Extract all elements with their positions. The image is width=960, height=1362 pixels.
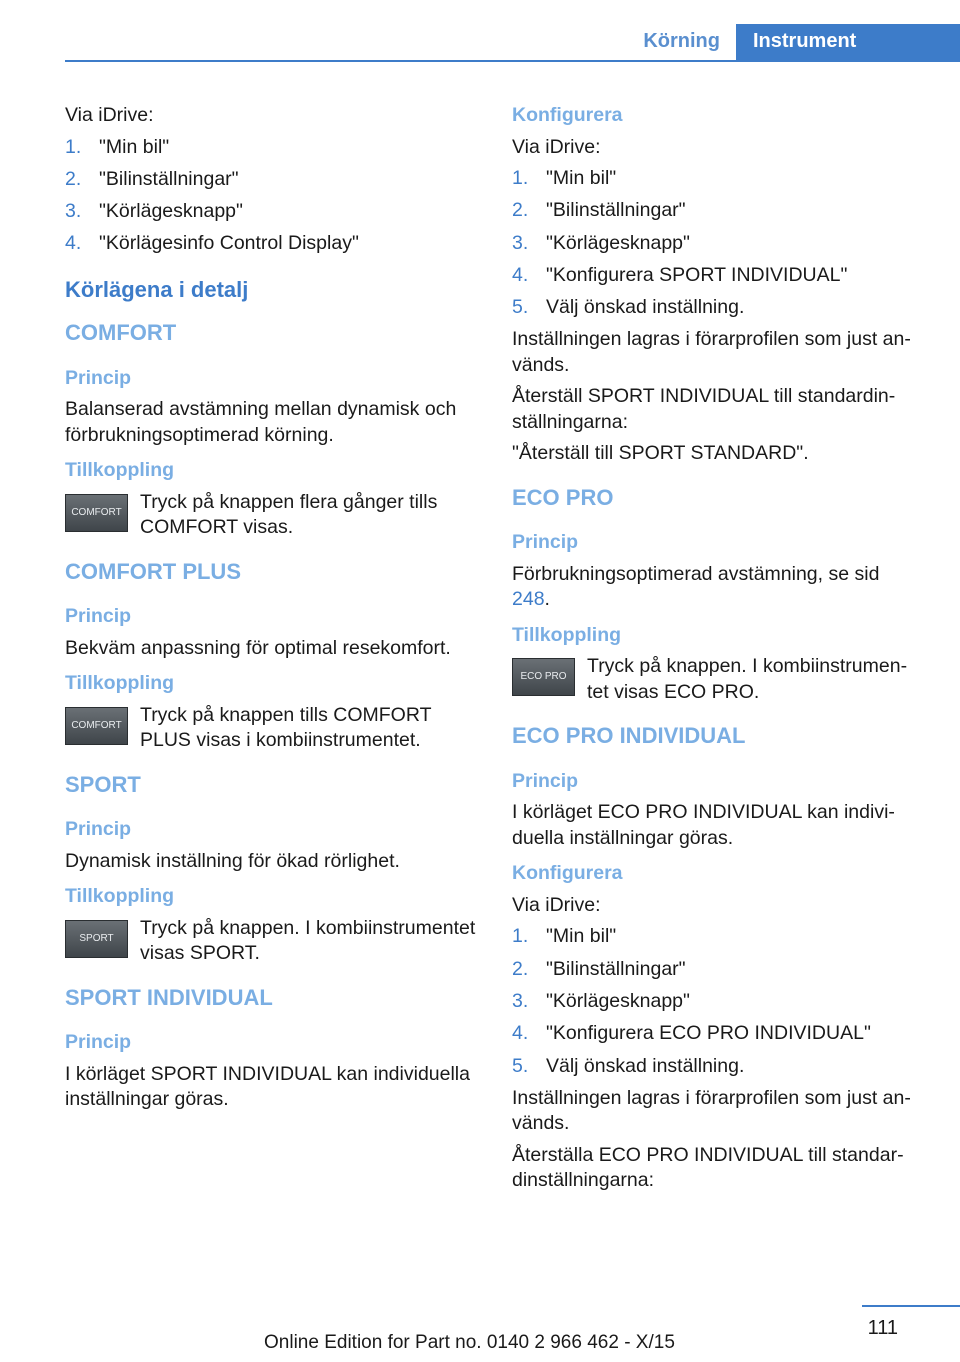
principle-text: Dynamisk inställning för ökad rörlighet. xyxy=(65,849,400,872)
sport-heading: SPORT xyxy=(65,771,141,797)
paragraph: Återställ SPORT INDIVIDUAL till standardinställningarna: xyxy=(512,385,896,433)
list-item xyxy=(512,957,922,983)
activation-text: Tryck på knappen. I kombiinstrumentet visas ECO PRO. xyxy=(587,655,908,703)
list-item xyxy=(65,231,477,257)
header-divider xyxy=(65,60,960,62)
paragraph: Inställningen lagras i förarprofilen som just används. xyxy=(512,328,911,376)
comfort-heading: COMFORT xyxy=(65,320,177,346)
activation-heading: Tillkoppling xyxy=(65,459,175,482)
chapter-title[interactable]: Körning xyxy=(643,30,720,52)
step-text: "Bilinställningar" xyxy=(546,957,686,980)
step-number: 2. xyxy=(512,199,529,222)
via-idrive-text: Via iDrive: xyxy=(512,893,601,916)
eco-pro-button-icon: ECO PRO xyxy=(512,658,575,696)
activation-row xyxy=(65,490,477,541)
step-text: "Körlägesknapp" xyxy=(546,231,690,254)
paragraph: "Återställ till SPORT STANDARD". xyxy=(512,442,809,465)
configure-steps-list xyxy=(512,166,922,321)
page-number: 111 xyxy=(867,1317,898,1339)
step-text: "Bilinställningar" xyxy=(99,167,239,190)
principle-text-end: . xyxy=(544,588,550,611)
step-text: "Min bil" xyxy=(546,925,617,948)
activation-row xyxy=(65,916,477,967)
step-number: 1. xyxy=(512,925,529,948)
list-item xyxy=(65,199,477,225)
principle-text: Bekväm anpassning för optimal resekomfort. xyxy=(65,636,451,659)
activation-heading: Tillkoppling xyxy=(512,623,622,646)
list-item xyxy=(512,263,922,289)
step-number: 5. xyxy=(512,296,529,319)
step-number: 3. xyxy=(65,200,82,223)
principle-heading: Princip xyxy=(65,366,132,389)
eco-pro-individual-heading: ECO PRO INDIVIDUAL xyxy=(512,723,746,749)
list-item xyxy=(512,231,922,257)
footer-divider xyxy=(862,1305,960,1307)
list-item xyxy=(512,924,922,950)
step-text: "Bilinställningar" xyxy=(546,199,686,222)
step-text: "Körlägesknapp" xyxy=(546,990,690,1013)
edition-text: Online Edition for Part no. 0140 2 966 462 - X/15 xyxy=(264,1332,675,1353)
comfort-plus-heading: COMFORT PLUS xyxy=(65,558,241,584)
page-header xyxy=(0,0,960,62)
principle-text-start: Förbrukningsoptimerad avstämning, se sid xyxy=(512,562,880,585)
principle-heading: Princip xyxy=(512,531,579,554)
comfort-button-icon: COMFORT xyxy=(65,494,128,532)
step-number: 2. xyxy=(512,957,529,980)
principle-text xyxy=(512,562,922,613)
list-item xyxy=(512,198,922,224)
step-number: 5. xyxy=(512,1054,529,1077)
via-idrive-text: Via iDrive: xyxy=(65,104,154,126)
step-text: Välj önskad inställning. xyxy=(546,296,745,319)
step-text: "Konfigurera SPORT INDIVIDUAL" xyxy=(546,263,848,286)
list-item xyxy=(512,989,922,1015)
page-link[interactable]: 248 xyxy=(512,588,545,611)
step-number: 2. xyxy=(65,167,82,190)
principle-text: I körläget ECO PRO INDIVIDUAL kan individuella inställningar göras. xyxy=(512,801,895,849)
comfort-button-icon: COMFORT xyxy=(65,707,128,745)
step-number: 1. xyxy=(512,167,529,189)
activation-text: Tryck på knappen flera gånger tills COMFORT visas. xyxy=(140,490,438,539)
left-column xyxy=(65,103,477,1119)
list-item xyxy=(512,1054,922,1080)
sport-button-icon: SPORT xyxy=(65,920,128,958)
step-number: 4. xyxy=(512,263,529,286)
activation-row xyxy=(65,703,477,754)
step-number: 3. xyxy=(512,231,529,254)
via-idrive-text: Via iDrive: xyxy=(512,135,601,158)
activation-heading: Tillkoppling xyxy=(65,885,175,908)
idrive-steps-list xyxy=(65,135,477,257)
step-number: 1. xyxy=(65,135,82,158)
list-item xyxy=(512,166,922,192)
configure-heading: Konfigurera xyxy=(512,862,623,885)
principle-text: Balanserad avstämning mellan dynamisk och förbrukningsoptimerad körning. xyxy=(65,398,457,446)
eco-pro-heading: ECO PRO xyxy=(512,484,614,510)
principle-text: I körläget SPORT INDIVIDUAL kan individuella inställningar göras. xyxy=(65,1062,470,1111)
step-number: 4. xyxy=(65,232,82,255)
modes-heading: Körlägena i detalj xyxy=(65,276,249,302)
step-number: 3. xyxy=(512,990,529,1013)
sport-individual-heading: SPORT INDIVIDUAL xyxy=(65,984,273,1010)
activation-text: Tryck på knappen tills COMFORT PLUS visas i kombiinstrumentet. xyxy=(140,703,432,752)
list-item xyxy=(512,295,922,321)
principle-heading: Princip xyxy=(65,1031,132,1054)
principle-heading: Princip xyxy=(65,818,132,841)
configure-steps-list xyxy=(512,924,922,1079)
step-text: "Min bil" xyxy=(546,167,617,189)
step-number: 4. xyxy=(512,1022,529,1045)
activation-heading: Tillkoppling xyxy=(65,672,175,695)
list-item xyxy=(65,135,477,161)
configure-heading: Konfigurera xyxy=(512,104,623,126)
right-column xyxy=(512,103,922,1200)
list-item xyxy=(512,1021,922,1047)
activation-text: Tryck på knappen. I kombiinstrumentet visas SPORT. xyxy=(140,916,476,965)
section-tab[interactable]: Instrument xyxy=(736,24,960,62)
step-text: "Konfigurera ECO PRO INDIVIDUAL" xyxy=(546,1022,871,1045)
list-item xyxy=(65,167,477,193)
step-text: Välj önskad inställning. xyxy=(546,1054,745,1077)
step-text: "Körlägesknapp" xyxy=(99,200,243,223)
paragraph: Inställningen lagras i förarprofilen som just används. xyxy=(512,1086,911,1135)
activation-row xyxy=(512,654,922,705)
paragraph: Återställa ECO PRO INDIVIDUAL till standardinställningarna: xyxy=(512,1143,904,1192)
principle-heading: Princip xyxy=(65,605,132,628)
principle-heading: Princip xyxy=(512,769,579,792)
step-text: "Körlägesinfo Control Display" xyxy=(99,232,359,255)
step-text: "Min bil" xyxy=(99,135,170,158)
